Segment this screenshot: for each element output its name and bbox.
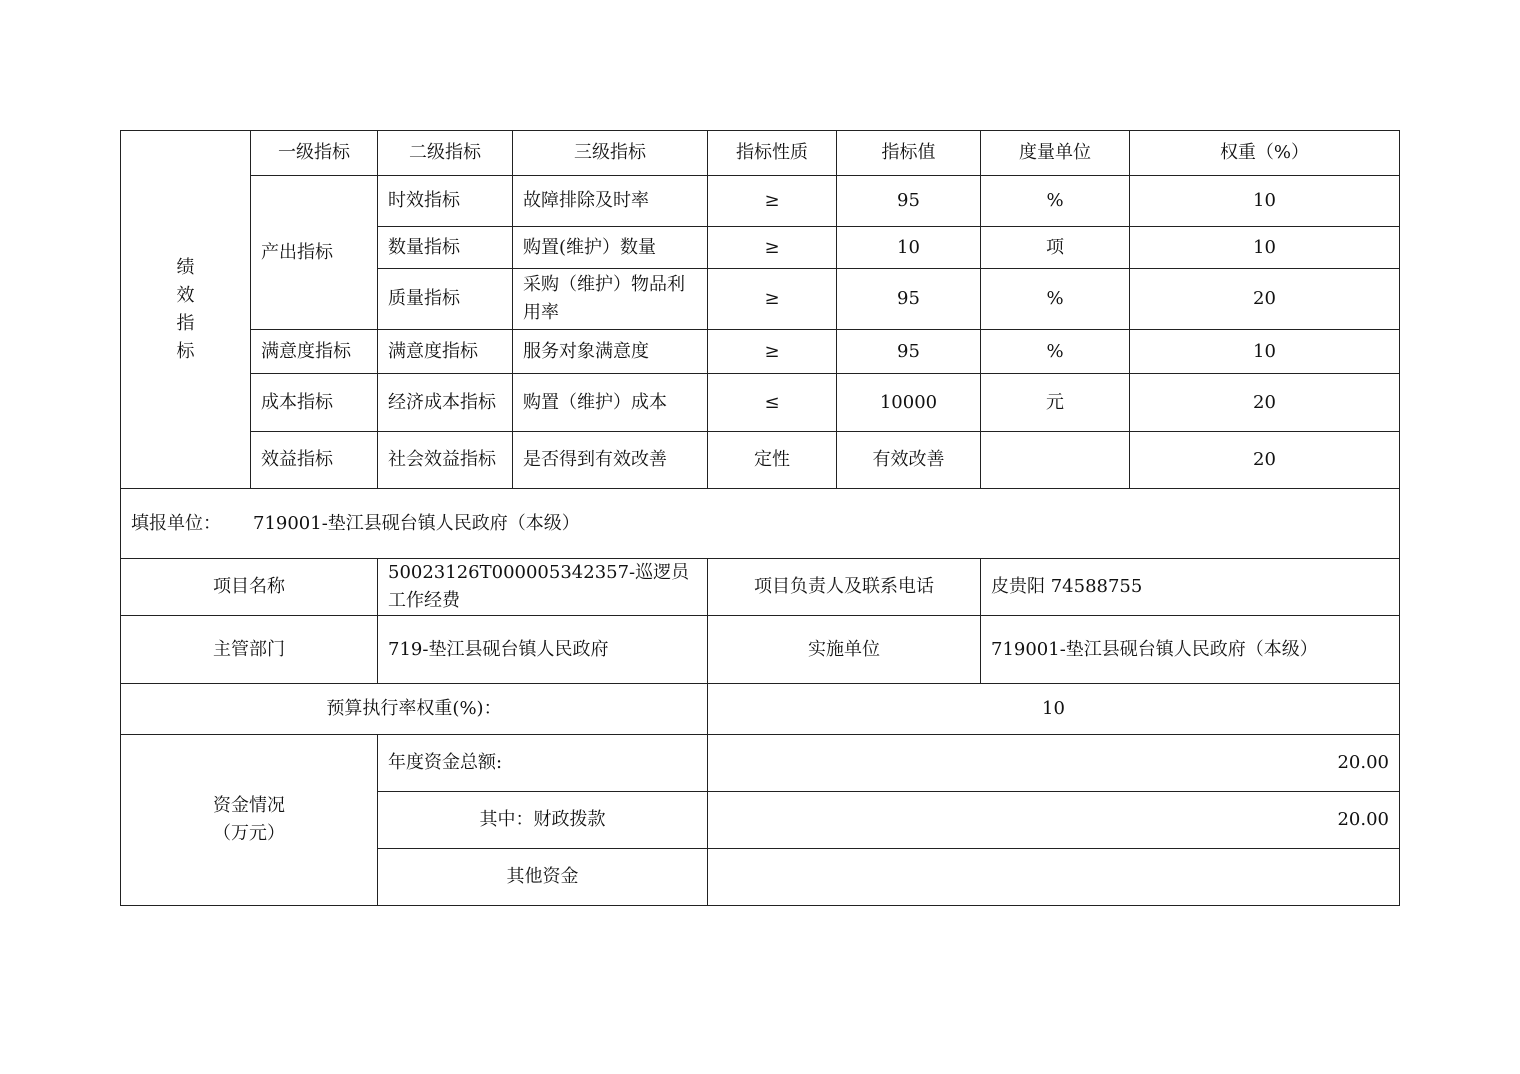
funds-total-value: 20.00 <box>708 735 1400 792</box>
dept-label: 主管部门 <box>121 616 378 684</box>
row-nature: 定性 <box>708 432 837 489</box>
budget-label: 预算执行率权重(%)： <box>121 684 708 735</box>
performance-table <box>120 130 1400 906</box>
row-l3: 是否得到有效改善 <box>513 432 708 489</box>
budget-value: 10 <box>708 684 1400 735</box>
row-l3: 故障排除及时率 <box>513 176 708 227</box>
row-l2: 社会效益指标 <box>378 432 513 489</box>
row-unit: % <box>981 176 1130 227</box>
header-level2: 二级指标 <box>378 131 513 176</box>
row-l2: 经济成本指标 <box>378 374 513 432</box>
table-row <box>121 374 1400 432</box>
row-value: 95 <box>837 269 981 330</box>
project-contact-label: 项目负责人及联系电话 <box>708 559 981 616</box>
row-l3: 购置(维护）数量 <box>513 227 708 269</box>
row-l3: 服务对象满意度 <box>513 330 708 374</box>
impl-label: 实施单位 <box>708 616 981 684</box>
row-unit: % <box>981 269 1130 330</box>
row-weight: 20 <box>1130 269 1400 330</box>
row-weight: 10 <box>1130 227 1400 269</box>
row-value: 有效改善 <box>837 432 981 489</box>
header-value: 指标值 <box>837 131 981 176</box>
project-contact-value: 皮贵阳 74588755 <box>981 559 1400 616</box>
row-l2: 时效指标 <box>378 176 513 227</box>
funds-other-label: 其他资金 <box>378 849 708 906</box>
reporting-unit-value: 719001-垫江县砚台镇人民政府（本级） <box>253 512 580 534</box>
project-row <box>121 559 1400 616</box>
table-row <box>121 176 1400 227</box>
row-weight: 20 <box>1130 432 1400 489</box>
project-name-label: 项目名称 <box>121 559 378 616</box>
row-nature: ≥ <box>708 176 837 227</box>
perf-indicator-label: 绩 效 指 标 <box>121 131 251 489</box>
group-cost: 成本指标 <box>251 374 378 432</box>
table-row <box>121 432 1400 489</box>
row-l3: 采购（维护）物品利用率 <box>513 269 708 330</box>
header-unit: 度量单位 <box>981 131 1130 176</box>
group-output: 产出指标 <box>251 176 378 330</box>
row-nature: ≤ <box>708 374 837 432</box>
reporting-unit-label: 填报单位： <box>131 512 221 534</box>
header-weight: 权重（%） <box>1130 131 1400 176</box>
group-satisfaction: 满意度指标 <box>251 330 378 374</box>
row-unit: % <box>981 330 1130 374</box>
department-row <box>121 616 1400 684</box>
reporting-unit-row <box>121 489 1400 559</box>
funds-fiscal-label: 其中：财政拨款 <box>378 792 708 849</box>
dept-value: 719-垫江县砚台镇人民政府 <box>378 616 708 684</box>
reporting-unit <box>121 489 1400 559</box>
row-value: 10 <box>837 227 981 269</box>
budget-row <box>121 684 1400 735</box>
row-l2: 满意度指标 <box>378 330 513 374</box>
row-l3: 购置（维护）成本 <box>513 374 708 432</box>
row-value: 10000 <box>837 374 981 432</box>
funds-other-value <box>708 849 1400 906</box>
header-level3: 三级指标 <box>513 131 708 176</box>
row-unit: 项 <box>981 227 1130 269</box>
row-nature: ≥ <box>708 269 837 330</box>
row-l2: 数量指标 <box>378 227 513 269</box>
funds-fiscal-value: 20.00 <box>708 792 1400 849</box>
impl-value: 719001-垫江县砚台镇人民政府（本级） <box>981 616 1400 684</box>
header-level1: 一级指标 <box>251 131 378 176</box>
row-weight: 10 <box>1130 176 1400 227</box>
row-value: 95 <box>837 176 981 227</box>
funds-row <box>121 735 1400 792</box>
funds-total-label: 年度资金总额: <box>378 735 708 792</box>
row-weight: 20 <box>1130 374 1400 432</box>
row-weight: 10 <box>1130 330 1400 374</box>
header-nature: 指标性质 <box>708 131 837 176</box>
row-unit <box>981 432 1130 489</box>
row-value: 95 <box>837 330 981 374</box>
table-row <box>121 330 1400 374</box>
funds-label: 资金情况 （万元） <box>121 735 378 906</box>
row-l2: 质量指标 <box>378 269 513 330</box>
row-nature: ≥ <box>708 227 837 269</box>
row-unit: 元 <box>981 374 1130 432</box>
group-benefit: 效益指标 <box>251 432 378 489</box>
row-nature: ≥ <box>708 330 837 374</box>
header-row <box>121 131 1400 176</box>
project-name-value: 50023126T000005342357-巡逻员工作经费 <box>378 559 708 616</box>
